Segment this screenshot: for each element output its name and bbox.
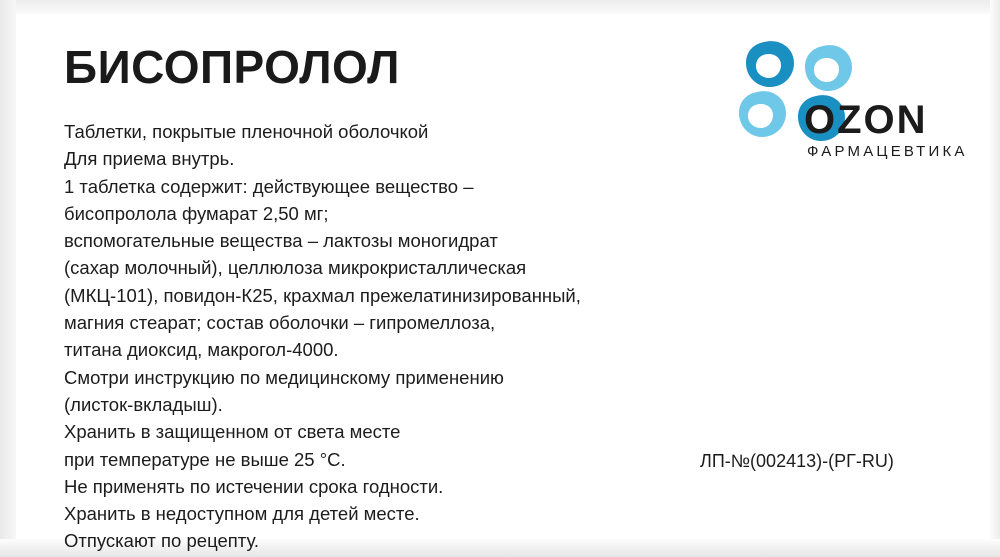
description-line: магния стеарат; состав оболочки – гипромеллоза, (64, 312, 496, 334)
description-line: вспомогательные вещества – лактозы моногидрат (64, 230, 498, 252)
description-line: (листок-вкладыш). (64, 393, 223, 415)
description-line: Не применять по истечении срока годности. (64, 475, 444, 497)
description-line: Хранить в защищенном от света месте (64, 421, 401, 443)
package-face (16, 14, 990, 552)
registration-number: ЛП-№(002413)-(РГ-RU) (700, 451, 894, 471)
package-edge-right (990, 0, 1000, 557)
ozon-logo (728, 32, 968, 162)
description-line: 1 таблетка содержит: действующее вещество – (64, 175, 474, 197)
package-edge-left (0, 0, 16, 557)
description-line: (сахар молочный), целлюлоза микрокристаллическая (64, 257, 527, 279)
description-line: Смотри инструкцию по медицинскому применению (64, 366, 504, 388)
product-description (64, 118, 724, 555)
ozon-wordmark: OZON (804, 98, 928, 142)
product-name: БИСОПРОЛОЛ (64, 41, 400, 93)
description-line: Таблетки, покрытые пленочной оболочкой (64, 121, 429, 142)
package-edge-top (0, 0, 1000, 14)
description-line: титана диоксид, макрогол-4000. (64, 339, 339, 361)
description-line: (МКЦ-101), повидон-К25, крахмал прежелатинизированный, (64, 284, 581, 306)
description-line: бисопролола фумарат 2,50 мг; (64, 202, 329, 224)
description-line: Хранить в недоступном для детей месте. (64, 503, 420, 525)
description-line: Отпускают по рецепту. (64, 530, 259, 552)
description-line: Для приема внутрь. (64, 148, 235, 170)
description-line: при температуре не выше 25 °C. (64, 448, 346, 470)
ozon-subtext: ФАРМАЦЕВТИКА (807, 143, 968, 160)
